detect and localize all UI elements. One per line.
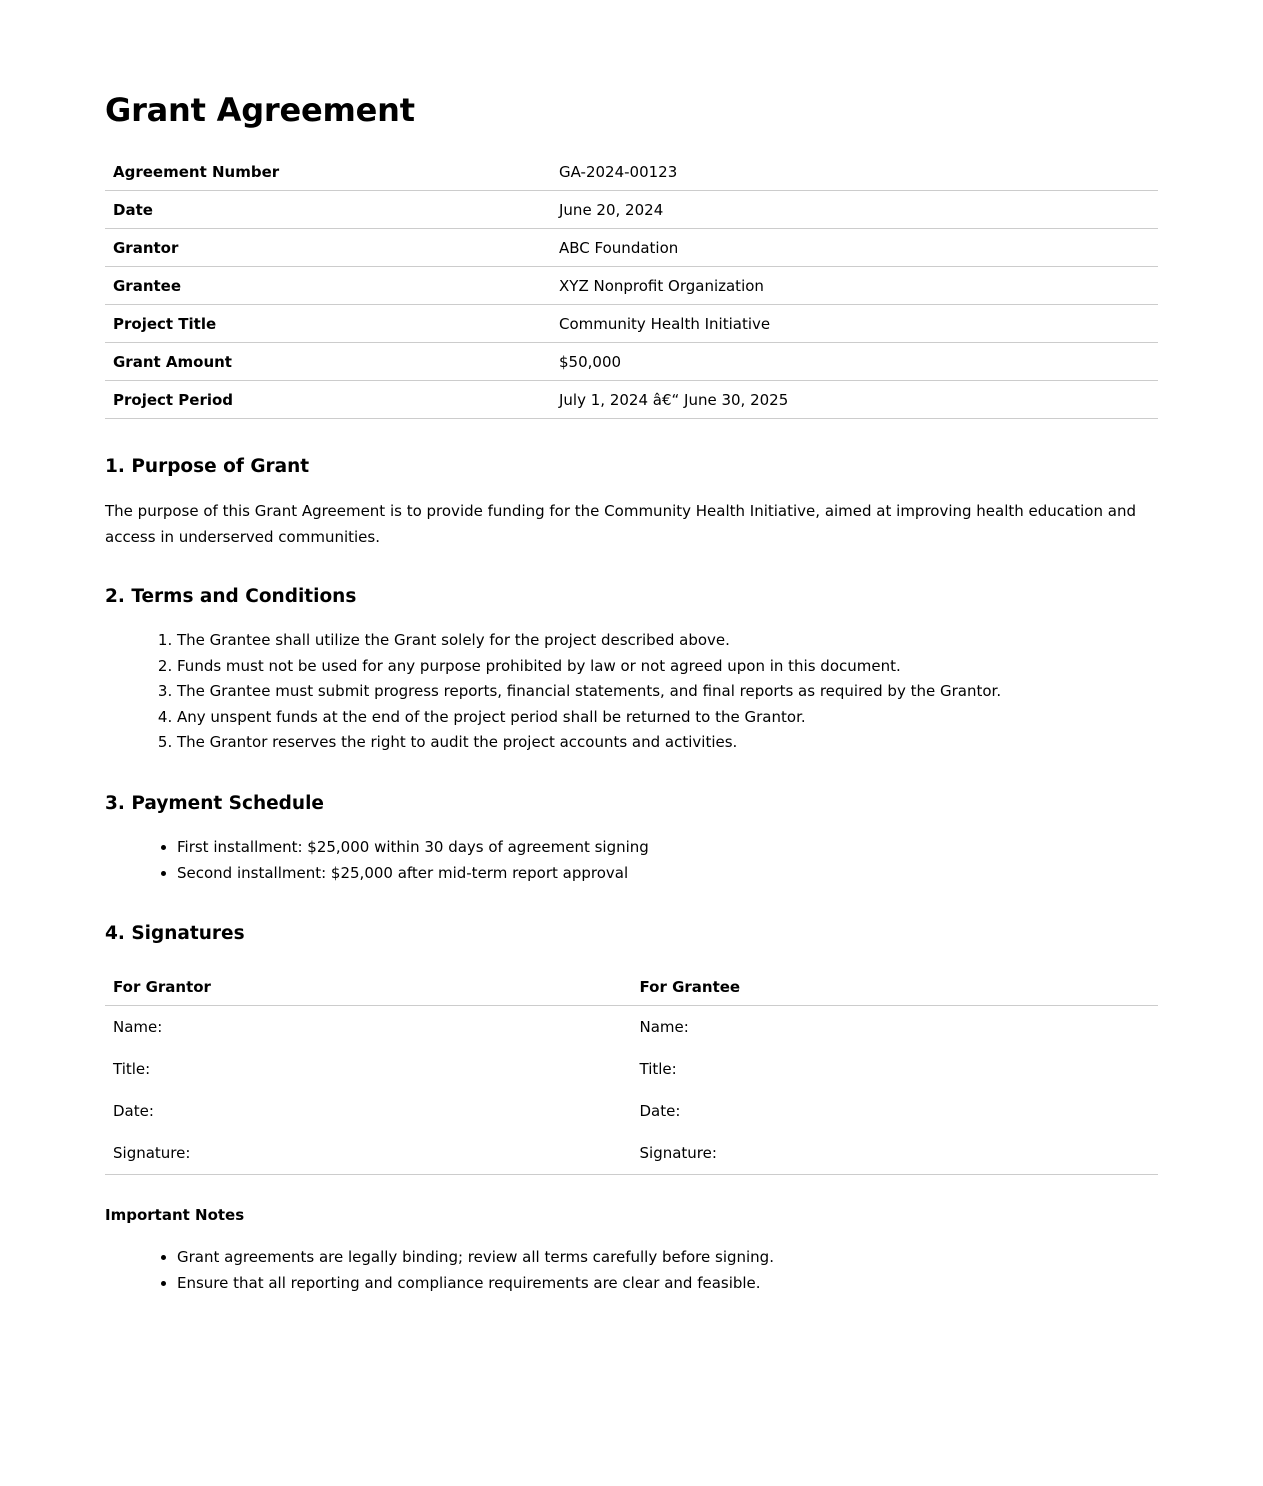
payment-heading: 3. Payment Schedule — [105, 793, 324, 814]
table-row — [105, 191, 1158, 229]
grantee-header: For Grantee — [632, 968, 1159, 1006]
notes-list — [105, 1245, 774, 1296]
list-item: 1. The Grantee shall utilize the Grant solely for the project described above. — [177, 628, 1001, 654]
grantee-date-field: Date: — [639, 1102, 681, 1120]
agreement-details-table — [105, 153, 1158, 419]
table-row — [105, 968, 1158, 1006]
payment-list — [105, 835, 649, 886]
detail-label: Project Title — [105, 305, 551, 343]
detail-value: Community Health Initiative — [551, 305, 1158, 343]
grantee-title-field: Title: — [639, 1060, 677, 1078]
detail-label: Project Period — [105, 381, 551, 419]
list-item: • First installment: $25,000 within 30 days of agreement signing — [177, 835, 649, 861]
detail-value: GA-2024-00123 — [551, 153, 1158, 191]
list-item: 3. The Grantee must submit progress reports, financial statements, and final reports as required by the Grantor. — [177, 679, 1001, 705]
list-item: • Grant agreements are legally binding; review all terms carefully before signing. — [177, 1245, 774, 1271]
detail-label: Agreement Number — [105, 153, 551, 191]
list-item: 4. Any unspent funds at the end of the project period shall be returned to the Grantor. — [177, 705, 1001, 731]
page-title: Grant Agreement — [105, 91, 415, 129]
detail-value: ABC Foundation — [551, 229, 1158, 267]
grantor-signature-field: Signature: — [105, 1132, 632, 1175]
detail-label: Date — [105, 191, 551, 229]
grantor-title-field: Title: — [113, 1060, 151, 1078]
detail-label: Grant Amount — [105, 343, 551, 381]
table-row — [105, 343, 1158, 381]
terms-list — [105, 628, 1001, 756]
list-item: • Ensure that all reporting and compliance requirements are clear and feasible. — [177, 1271, 774, 1297]
notes-heading: Important Notes — [105, 1206, 245, 1224]
list-item: 2. Funds must not be used for any purpose prohibited by law or not agreed upon in this document. — [177, 654, 1001, 680]
detail-label: Grantee — [105, 267, 551, 305]
table-row — [105, 1090, 1158, 1132]
table-row — [105, 229, 1158, 267]
table-row — [105, 305, 1158, 343]
purpose-text: The purpose of this Grant Agreement is to provide funding for the Community Health Initiative, aimed at improving health education and access in underserved communities. — [105, 502, 1136, 546]
grantor-header: For Grantor — [105, 968, 632, 1006]
grantee-name-field: Name: — [639, 1018, 689, 1036]
table-row — [105, 1006, 1158, 1049]
detail-value: July 1, 2024 â€“ June 30, 2025 — [551, 381, 1158, 419]
detail-label: Grantor — [105, 229, 551, 267]
table-row — [105, 153, 1158, 191]
table-row — [105, 1048, 1158, 1090]
table-row — [105, 1132, 1158, 1175]
grantor-name-field: Name: — [113, 1018, 163, 1036]
table-row — [105, 381, 1158, 419]
purpose-heading: 1. Purpose of Grant — [105, 456, 310, 477]
detail-value: $50,000 — [551, 343, 1158, 381]
signatures-table — [105, 968, 1158, 1175]
grantor-date-field: Date: — [113, 1102, 154, 1120]
grantee-signature-field: Signature: — [632, 1132, 1159, 1175]
signatures-heading: 4. Signatures — [105, 923, 245, 944]
detail-value: XYZ Nonprofit Organization — [551, 267, 1158, 305]
list-item: 5. The Grantor reserves the right to audit the project accounts and activities. — [177, 730, 1001, 756]
terms-heading: 2. Terms and Conditions — [105, 586, 357, 607]
list-item: • Second installment: $25,000 after mid-term report approval — [177, 861, 649, 887]
detail-value: June 20, 2024 — [551, 191, 1158, 229]
table-row — [105, 267, 1158, 305]
